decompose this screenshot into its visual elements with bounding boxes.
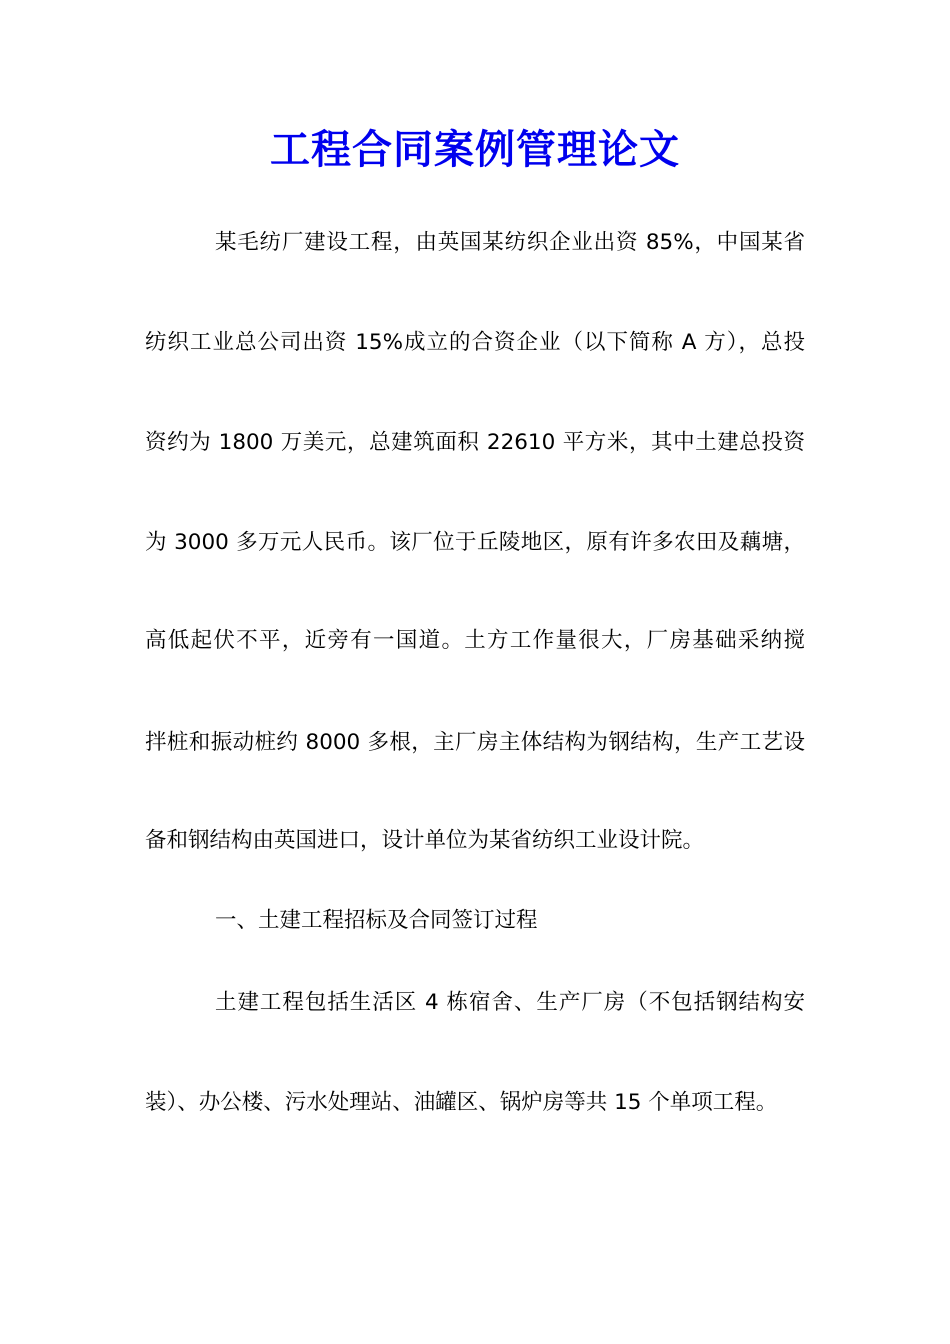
paragraph-1-line-4: 为 3000 多万元人民币。该厂位于丘陵地区，原有许多农田及藕塘， <box>145 530 805 555</box>
document-title: 工程合同案例管理论文 <box>270 126 680 173</box>
paragraph-1-line-2: 纺织工业总公司出资 15%成立的合资企业（以下简称 A 方），总投 <box>145 330 805 355</box>
paragraph-2-line-2: 装）、办公楼、污水处理站、油罐区、锅炉房等共 15 个单项工程。 <box>145 1090 778 1115</box>
paragraph-1-line-3: 资约为 1800 万美元，总建筑面积 22610 平方米，其中土建总投资 <box>145 430 805 455</box>
section-heading-1: 一、土建工程招标及合同签订过程 <box>215 908 538 933</box>
paragraph-2-line-1: 土建工程包括生活区 4 栋宿舍、生产厂房（不包括钢结构安 <box>215 990 805 1015</box>
paragraph-1-line-6: 拌桩和振动桩约 8000 多根，主厂房主体结构为钢结构，生产工艺设 <box>145 730 805 755</box>
paragraph-1-line-7: 备和钢结构由英国进口，设计单位为某省纺织工业设计院。 <box>145 828 705 853</box>
paragraph-1-line-1: 某毛纺厂建设工程，由英国某纺织企业出资 85%，中国某省 <box>215 230 805 255</box>
paragraph-1-line-5: 高低起伏不平，近旁有一国道。土方工作量很大，厂房基础采纳搅 <box>145 628 805 653</box>
